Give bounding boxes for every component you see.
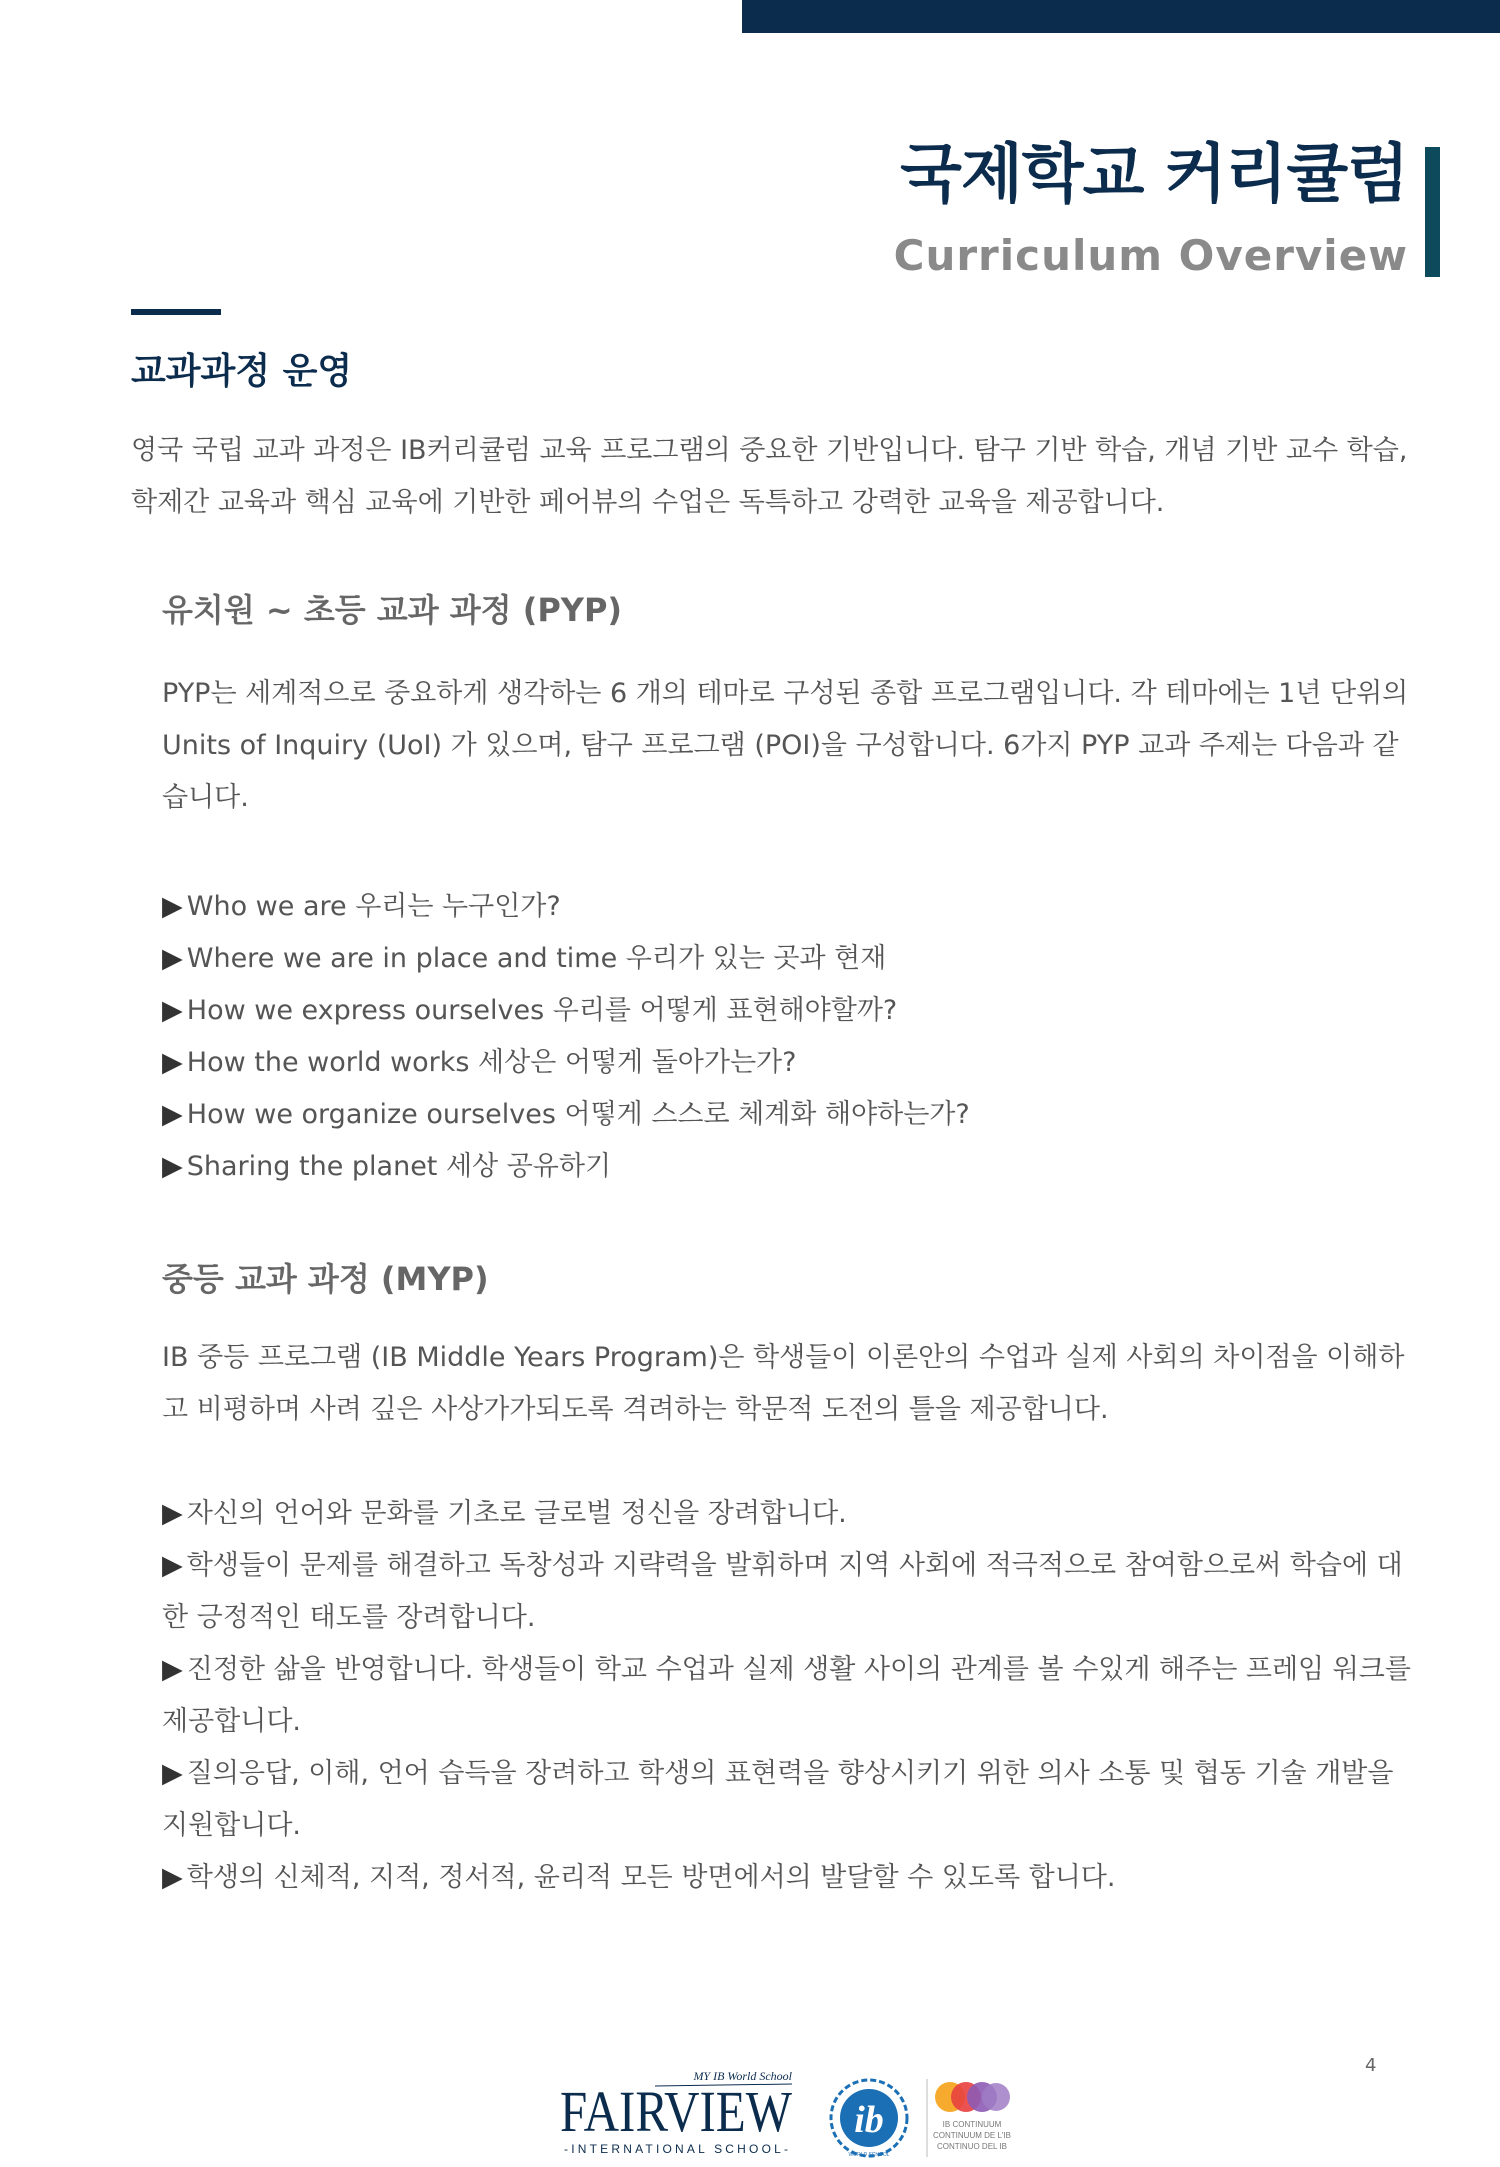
list-item: ▶ 질의응답, 이해, 언어 습득을 장려하고 학생의 표현력을 향상시키기 위한 의사 소통 및 협동 기술 개발을 지원합니다.: [162, 1758, 1394, 1841]
play-triangle-icon: ▶: [162, 1550, 183, 1581]
play-triangle-icon: ▶: [162, 1758, 183, 1789]
section-rule: [131, 309, 221, 315]
play-triangle-icon: ▶: [162, 891, 183, 922]
top-bar: [742, 0, 1500, 33]
play-triangle-icon: ▶: [162, 943, 183, 974]
svg-text:IB CONTINUUM: IB CONTINUUM: [942, 2120, 1002, 2129]
footer-logos: [560, 2065, 1040, 2160]
intro-paragraph: 영국 국립 교과 과정은 IB커리큘럼 교육 프로그램의 중요한 기반입니다. 탐구 기반 학습, 개념 기반 교수 학습, 학제간 교육과 핵심 교육에 기반한 페어뷰의 수업은 독특하고 강력한 교육을 제공합니다.: [131, 435, 1408, 518]
pyp-theme-list: [162, 881, 1412, 1193]
section-title: 교과과정 운영: [131, 351, 353, 392]
pyp-paragraph: PYP는 세계적으로 중요하게 생각하는 6 개의 테마로 구성된 종합 프로그램입니다. 각 테마에는 1년 단위의 Units of Inquiry (UoI) 가 있으며, 탐구 프로그램 (POI)을 구성합니다. 6가지 PYP 교과 주제는 다음과 같습니다.: [162, 678, 1409, 813]
play-triangle-icon: ▶: [162, 1862, 183, 1893]
svg-text:CONTINUUM DE L'IB: CONTINUUM DE L'IB: [933, 2131, 1011, 2140]
play-triangle-icon: ▶: [162, 1151, 183, 1182]
play-triangle-icon: ▶: [162, 1498, 183, 1529]
list-item: ▶ 학생들이 문제를 해결하고 독창성과 지략력을 발휘하며 지역 사회에 적극적으로 참여함으로써 학습에 대한 긍정적인 태도를 장려합니다.: [162, 1550, 1403, 1633]
myp-goal-list: [162, 1488, 1412, 1904]
page-title: 국제학교 커리큘럼: [900, 138, 1408, 212]
list-item: ▶ How we organize ourselves 어떻게 스스로 체계화 해야하는가?: [162, 1099, 970, 1130]
list-item: ▶ Who we are 우리는 누구인가?: [162, 891, 561, 922]
myp-paragraph: IB 중등 프로그램 (IB Middle Years Program)은 학생들이 이론안의 수업과 실제 사회의 차이점을 이해하고 비평하며 사려 깊은 사상가가되도록 격려하는 학문적 도전의 틀을 제공합니다.: [162, 1342, 1405, 1425]
svg-text:-INTERNATIONAL SCHOOL-: -INTERNATIONAL SCHOOL-: [564, 2142, 790, 2156]
list-item: ▶ How we express ourselves 우리를 어떻게 표현해야할까?: [162, 995, 898, 1026]
ib-continuum-logo: [926, 2077, 1036, 2159]
svg-text:FAIRVIEW: FAIRVIEW: [560, 2079, 793, 2144]
list-item: ▶ 학생의 신체적, 지적, 정서적, 윤리적 모든 방면에서의 발달할 수 있도록 합니다.: [162, 1862, 1116, 1893]
list-item: ▶ 자신의 언어와 문화를 기초로 글로벌 정신을 장려합니다.: [162, 1498, 847, 1529]
play-triangle-icon: ▶: [162, 995, 183, 1026]
title-accent-bar: [1425, 147, 1440, 277]
play-triangle-icon: ▶: [162, 1047, 183, 1078]
svg-text:WORLD SCHOOL: WORLD SCHOOL: [848, 2152, 890, 2158]
list-item: ▶ How the world works 세상은 어떻게 돌아가는가?: [162, 1047, 797, 1078]
play-triangle-icon: ▶: [162, 1099, 183, 1130]
list-item: ▶ 진정한 삶을 반영합니다. 학생들이 학교 수업과 실제 생활 사이의 관계를 볼 수있게 해주는 프레임 워크를 제공합니다.: [162, 1654, 1411, 1737]
fairview-logo: [560, 2065, 800, 2160]
svg-text:MY IB World School: MY IB World School: [693, 2069, 792, 2083]
play-triangle-icon: ▶: [162, 1654, 183, 1685]
ib-world-school-logo: [828, 2077, 910, 2159]
list-item: ▶ Sharing the planet 세상 공유하기: [162, 1151, 612, 1182]
list-item: ▶ Where we are in place and time 우리가 있는 곳과 현재: [162, 943, 887, 974]
page-subtitle: Curriculum Overview: [893, 231, 1408, 280]
pyp-heading: 유치원 ~ 초등 교과 과정 (PYP): [162, 591, 623, 629]
page-number: 4: [1365, 2055, 1377, 2076]
myp-heading: 중등 교과 과정 (MYP): [162, 1260, 489, 1298]
svg-text:CONTINUO DEL IB: CONTINUO DEL IB: [937, 2142, 1007, 2151]
svg-text:ib: ib: [854, 2099, 884, 2141]
